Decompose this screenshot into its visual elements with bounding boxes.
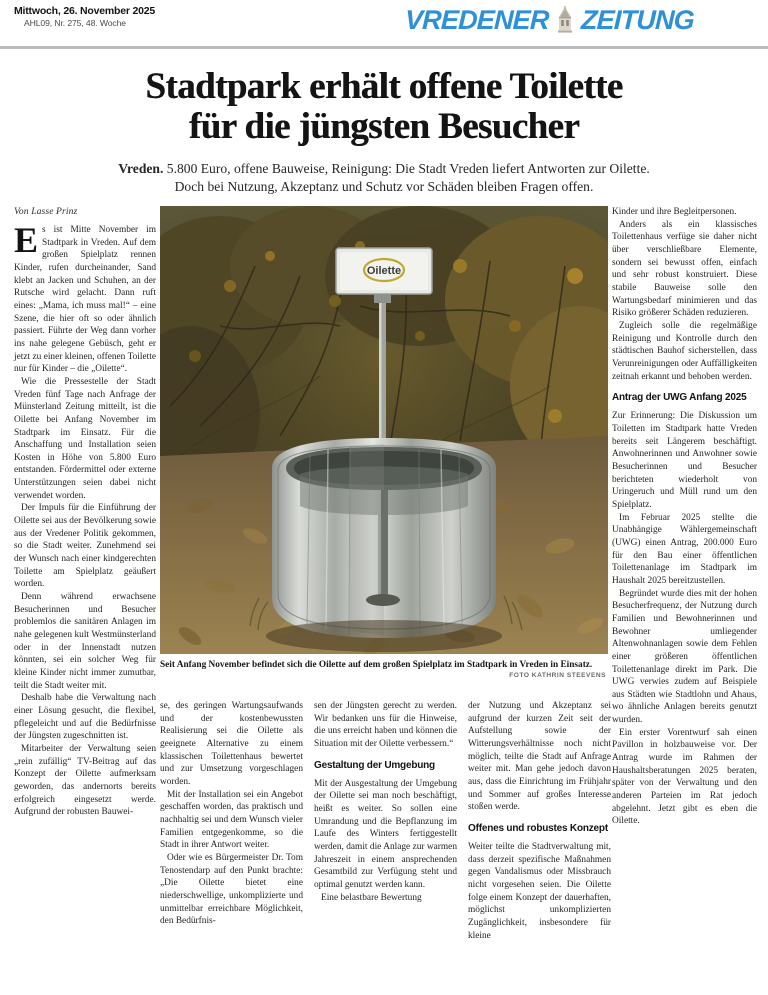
masthead-date-block bbox=[14, 5, 155, 29]
column-2 bbox=[160, 700, 303, 942]
standfirst bbox=[79, 160, 689, 196]
article-body bbox=[14, 206, 156, 995]
column-5 bbox=[612, 206, 757, 828]
paragraph: Mit der Installation sei ein Angebot geschaffen worden, das praktisch und nachhaltig sei und dem Wunsch vieler Familien entgegenkomme, so die Stadt in ihrer Antwort weiter. bbox=[160, 789, 303, 851]
paragraph: Mitarbeiter der Verwaltung seien „rein zufällig“ TV-Beitrag auf das Konzept der Oilette aufmerksam geworden, das andernorts bereits erfolgreich eingesetzt werde. Aufgrund der robusten Bauwei- bbox=[14, 743, 156, 818]
paragraph: Der Impuls für die Einführung der Oilette sei aus der Bevölkerung sowie aus der Vredener Politik gekommen, so die Stadt weiter. Zunehmend sei der Wunsch nach einer kindgerechten Toilette am Spielplatz geäußert worden. bbox=[14, 503, 156, 590]
standfirst-line-2: Doch bei Nutzung, Akzeptanz und Schutz vor Schäden bleiben Fragen offen. bbox=[174, 179, 594, 195]
byline: Von Lasse Prinz bbox=[14, 206, 78, 217]
masthead bbox=[0, 0, 768, 42]
paragraph: Begründet wurde dies mit der hohen Besucherfrequenz, der Nutzung durch Familien und Bewohnerinnen und Bewohner umliegender Altenwohnanlagen sowie dem Fehlen einer größeren öffentlichen Toilettenanlage direkt im Park. Die UWG verwies zudem auf Beispiele aus Städten wie Stadtlohn und Ahaus, wo ähnliche Anlagen bereits genutzt wurden. bbox=[612, 588, 757, 726]
photo-caption bbox=[160, 659, 608, 680]
paragraph: Es ist Mitte November im Stadtpark in Vreden. Auf dem großen Spielplatz rennen Kinder, rufen durcheinander, Sand klebt an Jacken und Schuhen, an der Rutsche wird gelacht. Dann ruft eines: „Mama, ich muss mal!“ – eine Szene, die hier oft so oder ähnlich passiert. Führte der Weg dann vorher ins nahe gelegene Gebüsch, geht er jetzt zu einer kleinen, offenen Toilette nur für Kinder – die „Oilette“. bbox=[14, 220, 156, 375]
brand-word-vredener: VREDENER bbox=[404, 4, 550, 35]
dateline: Vreden. bbox=[118, 161, 164, 177]
paragraph: Eine belastbare Bewertung bbox=[321, 892, 422, 903]
masthead-date: Mittwoch, 26. November 2025 bbox=[14, 5, 156, 17]
paragraph: der Nutzung und Akzeptanz sei aufgrund der kurzen Zeit seit der Aufstellung sowie der Witterungsverhältnisse noch nicht möglich, teilte die Stadt auf Anfrage weiter mit. Man gehe jedoch davon aus, dass die Einrichtung im Frühjahr und Sommer auf großes Interesse stoßen werde. bbox=[468, 701, 611, 813]
headline-line-2: für die jüngsten Besucher bbox=[188, 105, 580, 147]
subheading-konzept: Offenes und robustes Konzept bbox=[468, 822, 608, 834]
subheading-gestaltung: Gestaltung der Umgebung bbox=[314, 759, 435, 771]
paragraph: Zur Erinnerung: Die Diskussion um Toiletten im Stadtpark hatte Vreden bereits seit Längerem beschäftigt. Anwohnerinnen und Anwohner sowie Besucherinnen und Besucher berichteten wiederholt von Uringeruch und Müll rund um den Spielplatz. bbox=[612, 411, 757, 510]
paragraph: Oder wie es Bürgermeister Dr. Tom Tenostendarp auf den Punkt brachte: „Die Oilette bietet eine niederschwellige, unkomplizierte und unmittelbar erreichbare Möglichkeit, den Bedürfnis- bbox=[160, 852, 303, 927]
svg-text:Oilette: Oilette bbox=[366, 265, 402, 277]
paragraph: sen der Jüngsten gerecht zu werden. Wir bedanken uns für die Hinweise, die uns erreicht haben und können die Situation mit der Oilette verbessern.“ bbox=[314, 701, 457, 749]
photo-block bbox=[160, 206, 608, 681]
paragraph: Denn während erwachsene Besucherinnen und Besucher problemlos die sanitären Anlagen im nahe gelegenen kult Westmünsterland oder in der Innenstadt nutzen könnten, sei ein solcher Weg für kleine Kinder nicht immer zumutbar, teilt die Stadt weiter mit. bbox=[14, 592, 156, 691]
column-4 bbox=[468, 700, 611, 942]
page-title bbox=[24, 67, 744, 146]
paragraph: se, des geringen Wartungsaufwands und der kostenbewussten Realisierung sei die Oilette als geeignete Alternative zu einem klassischen Toilettenhaus bewertet und zur Umsetzung vorgeschlagen worden. bbox=[160, 701, 303, 787]
newspaper-logo[interactable] bbox=[405, 6, 694, 34]
church-tower-logo-icon bbox=[552, 6, 578, 34]
column-1 bbox=[14, 206, 156, 995]
photo-credit: FOTO KATHRIN STEEVENS bbox=[509, 672, 606, 680]
paragraph: Zugleich solle die regelmäßige Reinigung und Kontrolle durch den städtischen Bauhof sicherstellen, dass Verunreinigungen oder Auffälligkeiten zeitnah erkannt und behoben werden. bbox=[612, 320, 757, 382]
paragraph: Anders als ein klassisches Toilettenhaus verfüge sie daher nicht über verschließbare Elemente, sondern sei bewusst offen, einfach und sehr robust konstruiert. Diese stabile Bauweise solle den Wartungsbedarf minimieren und das Risiko größerer Schäden reduzieren. bbox=[612, 219, 757, 319]
headline-block bbox=[0, 49, 768, 197]
subheading-uwg-antrag: Antrag der UWG Anfang 2025 bbox=[612, 392, 747, 404]
paragraph: Mit der Ausgestaltung der Umgebung der Oilette sei man noch beschäftigt, heißt es weiter. So sollen eine Umrandung und die Bepflanzung im Laufe des Winters fertiggestellt werden, damit die Anlage zur warmen Jahreszeit in einem ansprechenden Gesamtbild zur Verfügung steht und optimal genutzt werden kann. bbox=[314, 778, 457, 891]
brand-word-zeitung: ZEITUNG bbox=[580, 4, 695, 35]
paragraph: Im Februar 2025 stellte die Unabhängige Wählergemeinschaft (UWG) einen Antrag, 200.000 Euro für den Bau einer öffentlichen Toilettenanlage im Stadtpark im Haushalt 2025 bereitzustellen. bbox=[612, 512, 757, 586]
paragraph: Ein erster Vorentwurf sah einen Pavillon in holzbauweise vor. Der Antrag wurde im Rahmen der Haushaltsberatungen 2025 beraten, später von der Verwaltung und den anderen Parteien im Rat jedoch abgelehnt. Jetzt gibt es eben die Oilette. bbox=[612, 727, 757, 827]
paragraph: Deshalb habe die Verwaltung nach einer Lösung gesucht, die flexibel, pflegeleicht und auf die Bedürfnisse der Jüngsten zugeschnitten ist. bbox=[14, 693, 156, 742]
masthead-issue-info: AHL09, Nr. 275, 48. Woche bbox=[24, 18, 126, 29]
headline-line-1: Stadtpark erhält offene Toilette bbox=[145, 66, 623, 107]
paragraph: Kinder und ihre Begleitpersonen. bbox=[612, 207, 737, 217]
photo-caption-text: Seit Anfang November befindet sich die Oilette auf dem großen Spielplatz im Stadtpark in Vreden in Einsatz. bbox=[160, 660, 593, 670]
standfirst-line-1: 5.800 Euro, offene Bauweise, Reinigung: Die Stadt Vreden liefert Antworten zur Oilette. bbox=[163, 161, 650, 177]
column-3 bbox=[314, 700, 457, 942]
article-photo bbox=[160, 206, 608, 654]
lower-columns bbox=[160, 700, 612, 942]
paragraph: Wie die Pressestelle der Stadt Vreden fünf Tage nach Anfrage der Münsterland Zeitung mitteilt, ist die Oilette bei Anfang November im Stadtpark im Einsatz. Für die Anschaffung und Installation seien Kosten in Höhe von 5.800 Euro entstanden. Fördermittel oder externe Unterstützungen seien dabei nicht verwendet worden. bbox=[14, 376, 156, 501]
paragraph: Weiter teilte die Stadtverwaltung mit, dass derzeit spezifische Maßnahmen gegen Vandalismus oder Missbrauch nicht vorgesehen seien. Die Oilette folge einem Konzept der dauerhaften, möglichst unkomplizierten Zugänglichkeit, insbesondere für kleine bbox=[468, 842, 611, 941]
